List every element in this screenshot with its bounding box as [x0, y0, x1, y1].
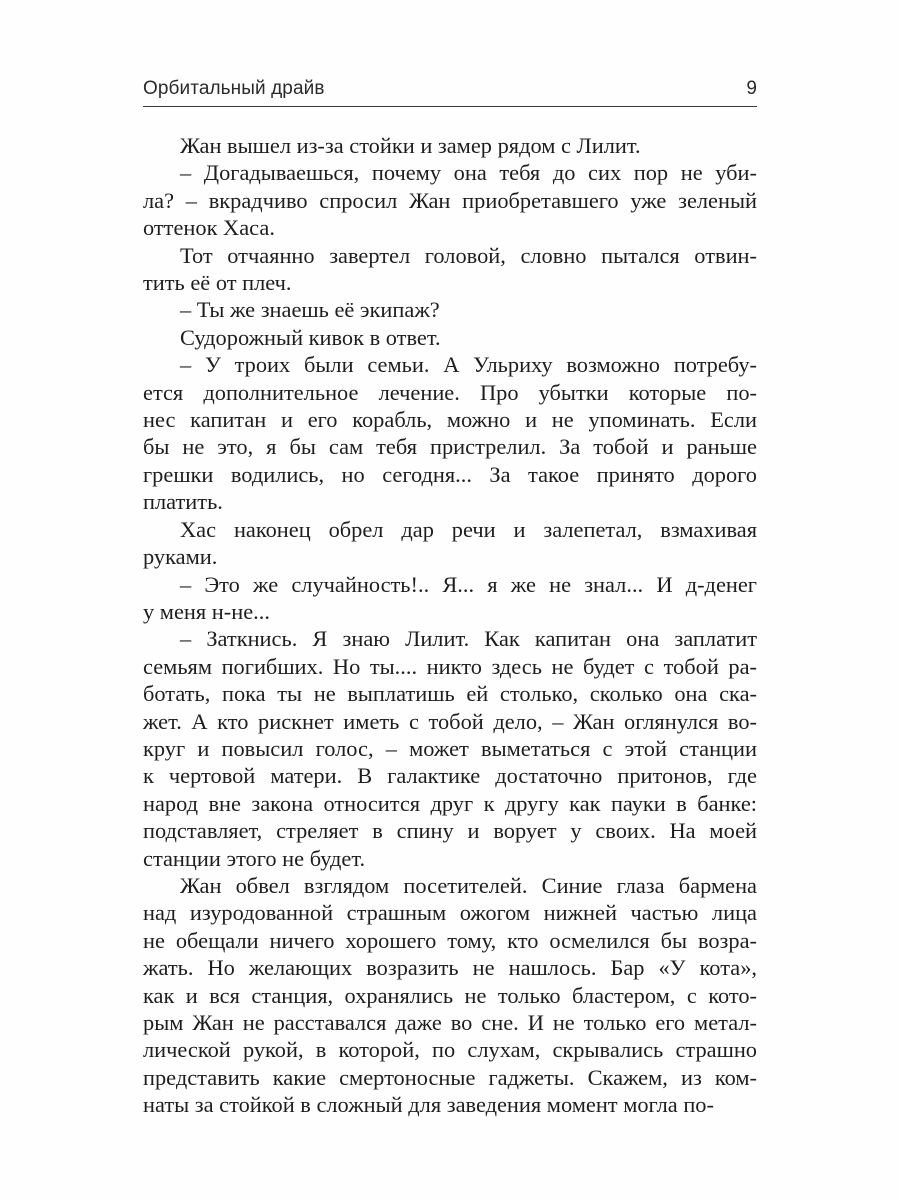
text-line: жать. Но желающих возразить не нашлось. Бар «У кота»,	[143, 955, 757, 981]
text-line: платить.	[143, 489, 223, 515]
text-line: нес капитан и его корабль, можно и не упоминать. Если	[143, 407, 757, 433]
text-line: руками.	[143, 544, 218, 570]
paragraph	[143, 872, 757, 1119]
text-line: Жан обвел взглядом посетителей. Синие глаза бармена	[180, 872, 757, 898]
text-line: лической рукой, в которой, по слухам, скрывались страшно	[143, 1037, 757, 1063]
text-line: грешки водились, но сегодня... За такое принято дорого	[143, 461, 757, 487]
body-text	[143, 132, 757, 1119]
text-line: станции этого не будет.	[143, 845, 366, 871]
text-line: – Заткнись. Я знаю Лилит. Как капитан она заплатит	[180, 626, 757, 652]
text-line: жет. А кто рискнет иметь с тобой дело, – Жан оглянулся во-	[143, 708, 757, 734]
page-number: 9	[746, 78, 757, 99]
paragraph	[143, 159, 757, 241]
text-line: рым Жан не расставался даже во сне. И не только его метал-	[143, 1010, 757, 1035]
paragraph	[143, 351, 757, 515]
book-title: Орбитальный драйв	[143, 78, 325, 99]
paragraph	[143, 516, 757, 571]
text-line: – Это же случайность!.. Я... я же не знал... И д-денег	[180, 571, 757, 597]
text-line: круг и повысил голос, – может выметаться с этой станции	[143, 735, 757, 761]
text-line: ется дополнительное лечение. Про убытки которые по-	[143, 379, 757, 405]
paragraph	[143, 571, 757, 626]
text-line: к чертовой матери. В галактике достаточно притонов, где	[143, 763, 757, 789]
paragraph	[143, 324, 757, 351]
running-header	[143, 76, 757, 107]
text-line: Судорожный кивок в ответ.	[180, 324, 441, 350]
text-line: – У троих были семьи. А Ульриху возможно потребу-	[180, 352, 757, 378]
text-line: ла? – вкрадчиво спросил Жан приобретавшего уже зеленый	[143, 187, 757, 213]
text-line: не обещали ничего хорошего тому, кто осмелился бы возра-	[143, 927, 757, 953]
text-line: семьям погибших. Но ты.... никто здесь не будет с тобой ра-	[143, 653, 757, 679]
text-line: наты за стойкой в сложный для заведения момент могла по-	[143, 1092, 714, 1118]
text-line: оттенок Хаса.	[143, 215, 275, 241]
text-line: – Ты же знаешь её экипаж?	[180, 297, 440, 323]
text-line: над изуродованной страшным ожогом нижней частью лица	[143, 900, 757, 926]
paragraph	[143, 625, 757, 872]
paragraph	[143, 296, 757, 323]
text-line: подставляет, стреляет в спину и ворует у своих. На моей	[143, 818, 757, 844]
text-line: бы не это, я бы сам тебя пристрелил. За тобой и раньше	[143, 434, 757, 460]
text-line: – Догадываешься, почему она тебя до сих пор не уби-	[180, 160, 757, 186]
paragraph	[143, 132, 757, 159]
text-line: ботать, пока ты не выплатишь ей столько, сколько она ска-	[143, 681, 757, 707]
text-line: тить её от плеч.	[143, 270, 292, 296]
paragraph	[143, 242, 757, 297]
text-line: Тот отчаянно завертел головой, словно пытался отвин-	[180, 242, 757, 268]
text-line: представить какие смертоносные гаджеты. Скажем, из ком-	[143, 1064, 757, 1090]
text-line: как и вся станция, охранялись не только бластером, с кото-	[143, 982, 757, 1008]
text-line: Жан вышел из-за стойки и замер рядом с Лилит.	[180, 133, 641, 158]
text-line: народ вне закона относится друг к другу как пауки в банке:	[143, 790, 757, 816]
text-line: у меня н-не...	[143, 598, 270, 624]
text-line: Хас наконец обрел дар речи и залепетал, взмахивая	[180, 516, 757, 542]
